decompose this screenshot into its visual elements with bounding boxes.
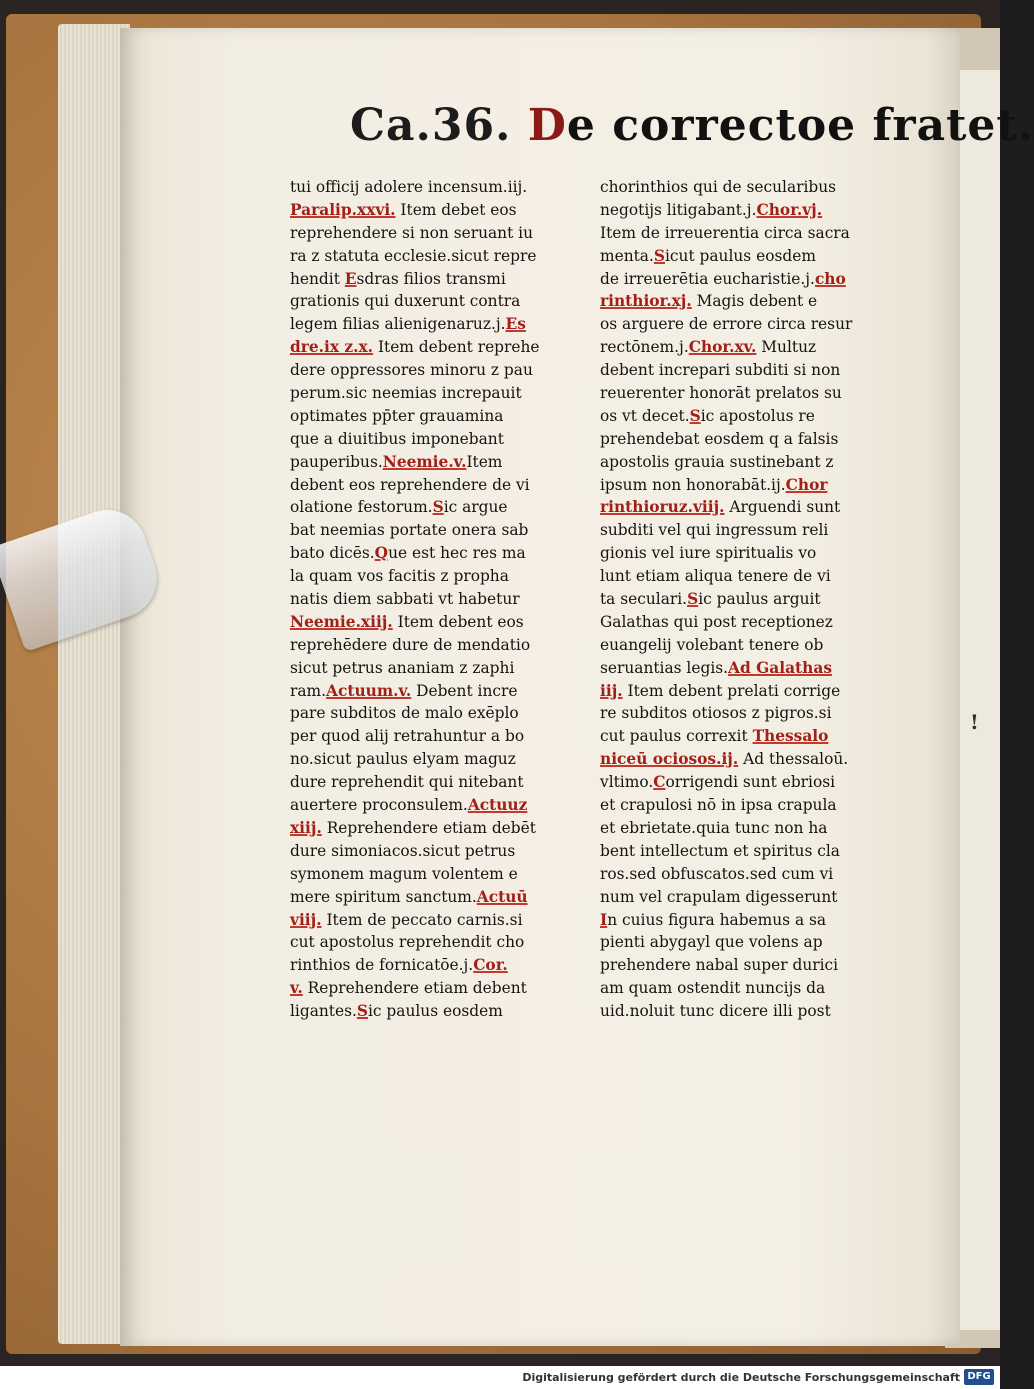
text-line [290, 611, 575, 634]
text-segment: Reprehendere etiam debēt [321, 818, 536, 837]
text-line [600, 199, 882, 222]
text-segment: Item [466, 452, 503, 471]
text-line [600, 245, 882, 268]
text-line [600, 290, 882, 313]
text-segment: bat neemias portate onera sab [290, 521, 529, 540]
text-segment: dure simoniacos.sicut petrus [290, 841, 516, 860]
text-segment: subditi vel qui ingressum reli [600, 521, 829, 540]
text-line [600, 451, 882, 474]
text-segment: apostolis grauia sustinebant z [600, 452, 834, 471]
text-line [600, 222, 882, 245]
text-line [600, 863, 882, 886]
rubric-reference: rinthior.xj. [600, 292, 692, 311]
text-line [290, 588, 575, 611]
text-line [600, 359, 882, 382]
text-line [600, 336, 882, 359]
rubric-reference: I [600, 910, 608, 929]
text-segment: euangelij volebant tenere ob [600, 635, 824, 654]
text-segment: prehendere nabal super durici [600, 956, 839, 975]
text-segment: ic argue [443, 498, 508, 517]
rubric-reference: Neemie.v. [382, 452, 467, 471]
text-line [290, 542, 575, 565]
text-line [600, 702, 882, 725]
text-segment: pauperibus. [290, 452, 383, 471]
text-line [290, 680, 575, 703]
text-line [600, 886, 882, 909]
text-line [600, 176, 882, 199]
text-line [600, 817, 882, 840]
text-line [600, 954, 882, 977]
rubric-reference: dre.ix z.x. [290, 338, 374, 357]
text-segment: perum.sic neemias increpauit [290, 384, 522, 403]
text-line [290, 313, 575, 336]
text-segment: menta. [600, 246, 654, 265]
rubric-reference: Thessalo [752, 727, 829, 746]
rubric-reference: Cor. [473, 956, 508, 975]
text-segment: Item de irreuerentia circa sacra [600, 223, 850, 242]
rubric-reference: S [356, 1002, 368, 1021]
text-segment: ra z statuta ecclesie.sicut repre [290, 246, 537, 265]
text-segment: gionis vel iure spiritualis vo [600, 544, 817, 563]
text-line [290, 657, 575, 680]
text-line [290, 748, 575, 771]
text-segment: Debent incre [411, 681, 518, 700]
rubric-reference: niceū ociosos.ij. [600, 750, 739, 769]
text-segment: debent eos reprehendere de vi [290, 475, 530, 494]
text-segment: legem filias alienigenaruz.j. [290, 315, 506, 334]
text-segment: Item de peccato carnis.si [321, 910, 523, 929]
footer-credit: Digitalisierung gefördert durch die Deutsche Forschungsgemeinschaft [522, 1371, 960, 1384]
text-segment: Item debent prelati corrige [622, 681, 841, 700]
text-segment: os arguere de errore circa resur [600, 315, 853, 334]
rubric-reference: S [689, 406, 701, 425]
rubric-reference: viij. [290, 910, 322, 929]
facing-page-glyph: ! [970, 710, 979, 734]
text-segment: Arguendi sunt [724, 498, 841, 517]
text-line [600, 474, 882, 497]
rubric-reference: Ad Galathas [728, 658, 832, 677]
text-segment: ipsum non honorabāt.ij. [600, 475, 786, 494]
rubric-reference: Chor.vj. [756, 200, 823, 219]
text-line [290, 199, 575, 222]
text-line [600, 634, 882, 657]
text-line [290, 1000, 575, 1023]
text-line [600, 931, 882, 954]
text-segment: bent intellectum et spiritus cla [600, 841, 840, 860]
text-segment: pare subditos de malo exēplo [290, 704, 519, 723]
text-segment: Reprehendere etiam debent [302, 979, 527, 998]
text-segment: Item debent eos [392, 612, 524, 631]
rubric-reference: iij. [600, 681, 623, 700]
text-segment: sicut petrus ananiam z zaphi [290, 658, 515, 677]
rubric-reference: Es [505, 315, 526, 334]
text-segment: ic apostolus re [700, 406, 815, 425]
text-segment: ros.sed obfuscatos.sed cum vi [600, 864, 834, 883]
text-line [600, 794, 882, 817]
header-title: e correctoe fratet. [566, 100, 1034, 151]
text-line [600, 313, 882, 336]
text-segment: bato dicēs. [290, 544, 375, 563]
rubric-reference: Actuum.v. [326, 681, 412, 700]
text-line [290, 794, 575, 817]
text-line [600, 405, 882, 428]
text-line [290, 474, 575, 497]
text-line [290, 634, 575, 657]
text-segment: icut paulus eosdem [665, 246, 816, 265]
text-line [600, 428, 882, 451]
text-segment: Item debet eos [395, 200, 517, 219]
text-line [290, 977, 575, 1000]
rubric-reference: Q [374, 544, 389, 563]
text-segment: cut apostolus reprehendit cho [290, 933, 525, 952]
text-line [290, 725, 575, 748]
rubric-reference: S [687, 590, 699, 609]
text-segment: ram. [290, 681, 327, 700]
text-segment: sdras filios transmi [356, 269, 506, 288]
text-segment: Ad thessaloū. [738, 750, 849, 769]
text-line [290, 176, 575, 199]
text-line [290, 268, 575, 291]
text-segment: prehendebat eosdem q a falsis [600, 429, 839, 448]
text-line [290, 428, 575, 451]
text-line [600, 519, 882, 542]
text-segment: ic paulus arguit [698, 590, 821, 609]
text-line [600, 588, 882, 611]
text-segment: Multuz [756, 338, 817, 357]
text-line [290, 519, 575, 542]
text-segment: no.sicut paulus elyam maguz [290, 750, 516, 769]
text-segment: Magis debent e [691, 292, 818, 311]
text-line [600, 909, 882, 932]
rubric-reference: Neemie.xiij. [290, 612, 393, 631]
text-segment: reprehendere si non seruant iu [290, 223, 534, 242]
text-line [290, 222, 575, 245]
text-line [600, 611, 882, 634]
text-segment: os vt decet. [600, 406, 690, 425]
text-segment: reprehēdere dure de mendatio [290, 635, 531, 654]
text-line [290, 451, 575, 474]
text-segment: am quam ostendit nuncijs da [600, 979, 826, 998]
rubric-reference: Actuuz [467, 796, 528, 815]
text-segment: et ebrietate.quia tunc non ha [600, 818, 828, 837]
text-segment: per quod alij retrahuntur a bo [290, 727, 525, 746]
text-line [290, 909, 575, 932]
text-segment: ue est hec res ma [388, 544, 526, 563]
text-line [290, 954, 575, 977]
rubric-reference: S [432, 498, 444, 517]
text-line [600, 382, 882, 405]
rubric-reference: Chor [785, 475, 828, 494]
text-segment: cut paulus correxit [600, 727, 753, 746]
text-segment: dere oppressores minoru z pau [290, 361, 533, 380]
text-line [600, 657, 882, 680]
text-segment: auertere proconsulem. [290, 796, 468, 815]
text-segment: rinthios de fornicatōe.j. [290, 956, 474, 975]
text-segment: que a diuitibus imponebant [290, 429, 504, 448]
text-segment: ligantes. [290, 1002, 357, 1021]
rubric-reference: v. [290, 979, 303, 998]
rubric-reference: E [344, 269, 357, 288]
chapter-number: Ca.36. [350, 100, 512, 151]
text-segment: olatione festorum. [290, 498, 433, 517]
text-segment: re subditos otiosos z pigros.si [600, 704, 832, 723]
text-segment: lunt etiam aliqua tenere de vi [600, 567, 831, 586]
text-segment: tui officij adolere incensum.iij. [290, 178, 528, 196]
text-segment: la quam vos facitis z propha [290, 567, 509, 586]
text-segment: chorinthios qui de secularibus [600, 178, 837, 196]
text-line [600, 725, 882, 748]
text-segment: num vel crapulam digesserunt [600, 887, 838, 906]
text-segment: Item debent reprehe [373, 338, 540, 357]
text-segment: optimates pp̄ter grauamina [290, 406, 504, 425]
text-line [290, 359, 575, 382]
text-segment: seruantias legis. [600, 658, 729, 677]
text-line [290, 886, 575, 909]
footer-bar [0, 1366, 1000, 1389]
text-line [600, 771, 882, 794]
text-segment: uid.noluit tunc dicere illi post [600, 1002, 831, 1021]
text-line [600, 542, 882, 565]
text-line [290, 245, 575, 268]
dfg-logo-icon[interactable]: DFG [964, 1369, 994, 1385]
facing-page-edge [958, 70, 1000, 1330]
text-line [290, 405, 575, 428]
rubric-reference: xiij. [290, 818, 322, 837]
text-segment: Galathas qui post receptionez [600, 612, 833, 631]
text-segment: negotijs litigabant.j. [600, 200, 757, 219]
text-line [290, 336, 575, 359]
text-segment: et crapulosi nō in ipsa crapula [600, 796, 837, 815]
rubric-reference: Actuū [476, 887, 528, 906]
text-segment: dure reprehendit qui nitebant [290, 773, 524, 792]
text-line [600, 840, 882, 863]
page-header [350, 100, 1034, 162]
text-line [290, 496, 575, 519]
text-line [600, 496, 882, 519]
text-segment: ta seculari. [600, 590, 688, 609]
header-initial: D [527, 100, 567, 151]
text-line [290, 702, 575, 725]
text-line [290, 565, 575, 588]
text-line [600, 268, 882, 291]
text-segment: rectōnem.j. [600, 338, 689, 357]
left-text-column [290, 176, 575, 1023]
rubric-reference: C [653, 773, 666, 792]
text-segment: symonem magum volentem e [290, 864, 518, 883]
text-line [290, 931, 575, 954]
rubric-reference: Chor.xv. [688, 338, 757, 357]
text-segment: natis diem sabbati vt habetur [290, 590, 520, 609]
text-line [600, 680, 882, 703]
text-segment: ic paulus eosdem [368, 1002, 503, 1021]
text-segment: debent increpari subditi si non [600, 361, 841, 380]
text-segment: reuerenter honorāt prelatos su [600, 384, 842, 403]
text-segment: mere spiritum sanctum. [290, 887, 477, 906]
text-line [600, 1000, 882, 1023]
text-segment: grationis qui duxerunt contra [290, 292, 521, 311]
text-segment: pienti abygayl que volens ap [600, 933, 823, 952]
text-line [290, 771, 575, 794]
text-segment: n cuius figura habemus a sa [607, 910, 827, 929]
text-line [290, 290, 575, 313]
text-segment: de irreuerētia eucharistie.j. [600, 269, 815, 288]
rubric-reference: rinthioruz.viij. [600, 498, 725, 517]
text-line [600, 977, 882, 1000]
text-segment: orrigendi sunt ebriosi [665, 773, 836, 792]
rubric-reference: S [653, 246, 665, 265]
text-segment: vltimo. [600, 773, 654, 792]
text-line [290, 863, 575, 886]
text-segment: hendit [290, 269, 345, 288]
text-line [600, 565, 882, 588]
right-text-column [600, 176, 882, 1023]
rubric-reference: Paralip.xxvi. [290, 200, 396, 219]
rubric-reference: cho [814, 269, 846, 288]
text-line [600, 748, 882, 771]
text-line [290, 817, 575, 840]
text-line [290, 840, 575, 863]
text-line [290, 382, 575, 405]
